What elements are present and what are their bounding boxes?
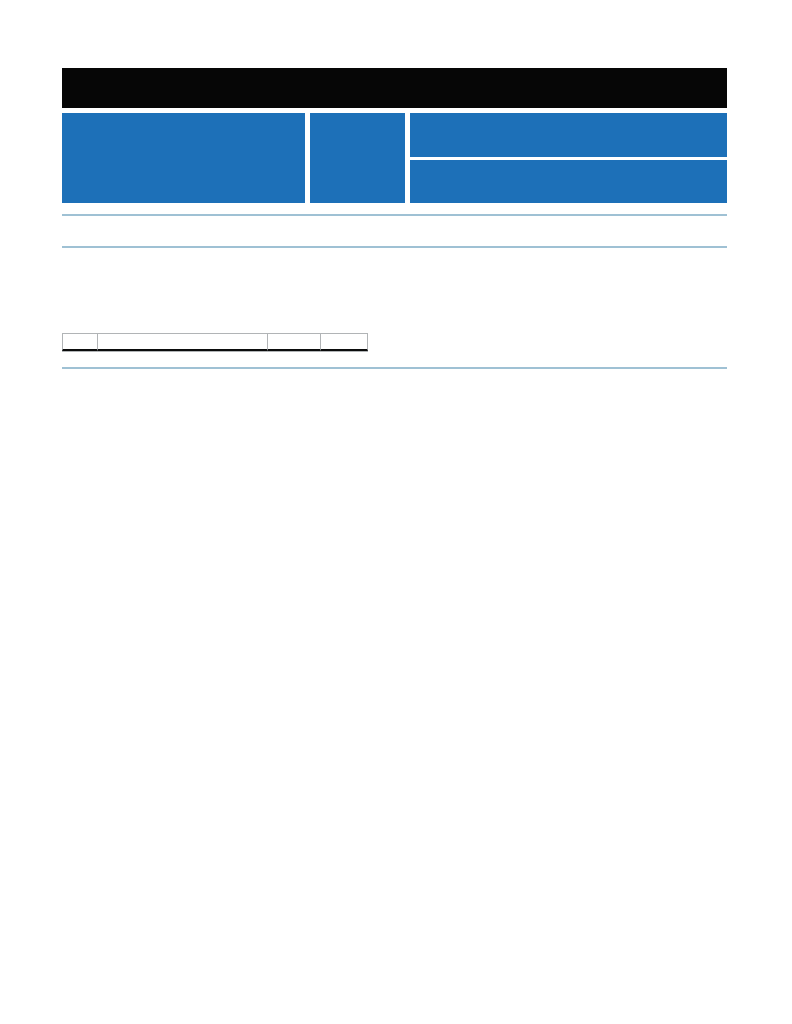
chart-col-current (267, 334, 320, 351)
epc-chart-body (62, 351, 368, 352)
section-divider (62, 214, 727, 216)
property-address (62, 113, 305, 203)
valid-until-row (410, 113, 727, 157)
certificate-number-row (410, 160, 727, 204)
potential-rating-arrow (321, 403, 367, 424)
chart-col-potential (320, 334, 368, 351)
section-divider (62, 246, 727, 248)
energy-rating-box (310, 113, 405, 203)
current-rating-arrow (270, 403, 316, 424)
epc-chart-header (62, 333, 368, 351)
certificate-page (62, 68, 727, 369)
validity-box (410, 113, 727, 203)
rating-right-column (424, 261, 727, 285)
epc-rating-chart (62, 333, 368, 352)
certificate-summary-panel (62, 113, 727, 203)
chart-col-rating (97, 334, 267, 351)
energy-rating-section (62, 261, 727, 352)
section-divider (62, 367, 727, 369)
rating-left-column (62, 261, 424, 352)
chart-col-score (62, 334, 97, 351)
epc-banner (62, 68, 727, 108)
improve-link-para (62, 279, 424, 308)
